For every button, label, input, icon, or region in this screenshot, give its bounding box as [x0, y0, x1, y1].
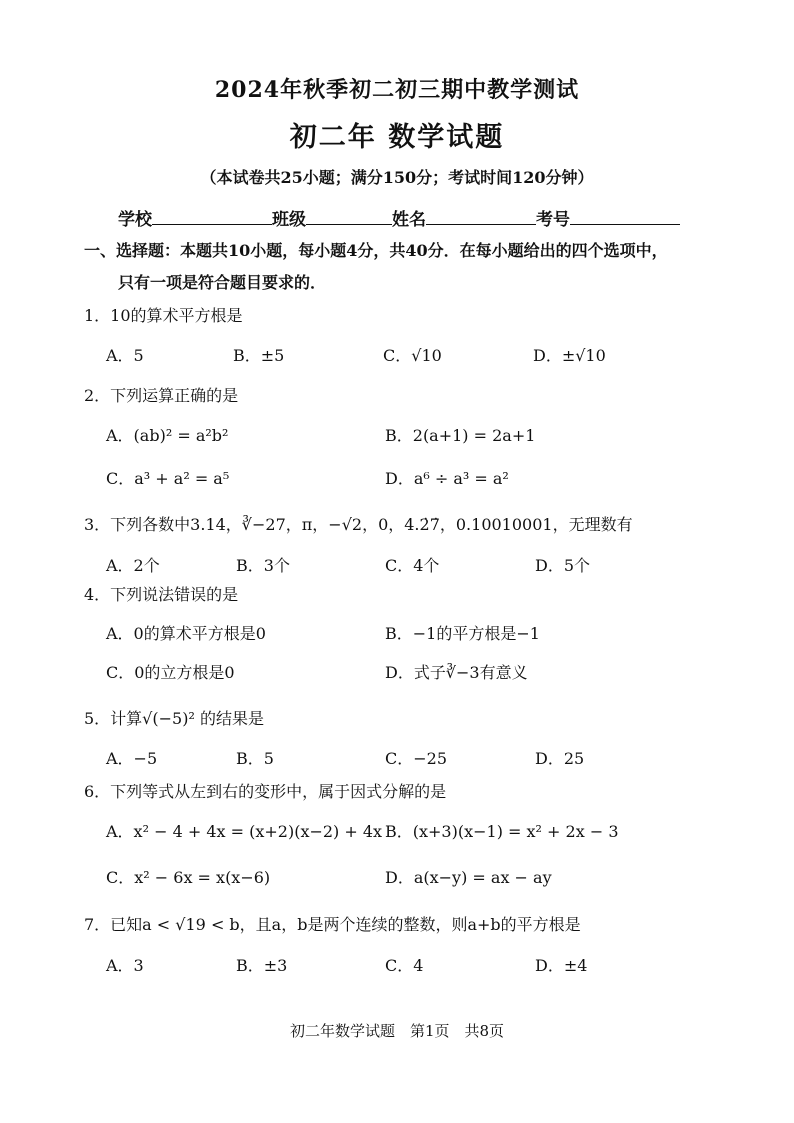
q3-stem: 3．下列各数中3.14，∛−27，π，−√2，0，4.2̇7̇，0.10010001，无理数有	[84, 515, 633, 534]
school-label: 学校	[118, 210, 152, 230]
page-footer: 初二年数学试题 第1页 共8页	[289, 1022, 505, 1040]
name-label: 姓名	[392, 210, 426, 230]
q3-option-c[interactable]: C．4个	[385, 556, 440, 575]
q3-option-a[interactable]: A．2个	[106, 556, 160, 575]
exam-subtitle: 初二年 数学试题	[289, 122, 505, 153]
q7-option-d[interactable]: D．±4	[535, 956, 588, 975]
q1-option-c[interactable]: C．√10	[383, 346, 442, 365]
q1-option-a[interactable]: A．5	[106, 346, 144, 365]
q5-option-a[interactable]: A．−5	[106, 749, 158, 768]
q4-option-d[interactable]: D．式子∛−3有意义	[385, 663, 528, 682]
class-label: 班级	[272, 210, 306, 230]
q7-option-b[interactable]: B．±3	[236, 956, 288, 975]
exam-number-field[interactable]	[570, 210, 680, 225]
q2-stem: 2．下列运算正确的是	[84, 386, 239, 405]
section-heading-line1: 一、选择题：本题共10小题，每小题4分，共40分．在每小题给出的四个选项中，	[84, 241, 668, 260]
q5-option-d[interactable]: D．25	[535, 749, 585, 768]
q3-option-d[interactable]: D．5个	[535, 556, 591, 575]
q4-stem: 4．下列说法错误的是	[84, 585, 239, 604]
class-field[interactable]	[306, 210, 392, 225]
student-info-line	[118, 205, 680, 230]
q5-option-b[interactable]: B．5	[236, 749, 274, 768]
q6-option-c[interactable]: C．x² − 6x = x(x−6)	[106, 868, 271, 887]
q2-option-b[interactable]: B．2(a+1) = 2a+1	[385, 426, 536, 445]
exam-title: 2024年秋季初二初三期中教学测试	[214, 77, 580, 103]
q1-option-b[interactable]: B．±5	[233, 346, 285, 365]
q4-option-a[interactable]: A．0的算术平方根是0	[106, 624, 266, 643]
q1-stem: 1．10的算术平方根是	[84, 306, 243, 325]
q1-option-d[interactable]: D．±√10	[533, 346, 606, 365]
name-field[interactable]	[426, 210, 536, 225]
section-heading-line2: 只有一项是符合题目要求的．	[118, 273, 327, 292]
q7-option-c[interactable]: C．4	[385, 956, 424, 975]
q5-stem: 5．计算√(−5)² 的结果是	[84, 709, 264, 728]
q2-option-a[interactable]: A．(ab)² = a²b²	[106, 426, 229, 445]
school-field[interactable]	[152, 210, 272, 225]
q6-option-b[interactable]: B．(x+3)(x−1) = x² + 2x − 3	[385, 822, 619, 841]
q5-option-c[interactable]: C．−25	[385, 749, 448, 768]
exam-note: （本试卷共25小题；满分150分；考试时间120分钟）	[200, 168, 594, 187]
exam-number-label: 考号	[536, 210, 570, 230]
q4-option-c[interactable]: C．0的立方根是0	[106, 663, 235, 682]
q7-option-a[interactable]: A．3	[106, 956, 144, 975]
q6-option-d[interactable]: D．a(x−y) = ax − ay	[385, 868, 552, 887]
q6-option-a[interactable]: A．x² − 4 + 4x = (x+2)(x−2) + 4x	[106, 822, 383, 841]
q2-option-d[interactable]: D．a⁶ ÷ a³ = a²	[385, 469, 509, 488]
q3-option-b[interactable]: B．3个	[236, 556, 290, 575]
q4-option-b[interactable]: B．−1的平方根是−1	[385, 624, 540, 643]
q6-stem: 6．下列等式从左到右的变形中，属于因式分解的是	[84, 782, 447, 801]
q2-option-c[interactable]: C．a³ + a² = a⁵	[106, 469, 230, 488]
q7-stem: 7．已知a < √19 < b，且a，b是两个连续的整数，则a+b的平方根是	[84, 915, 581, 934]
